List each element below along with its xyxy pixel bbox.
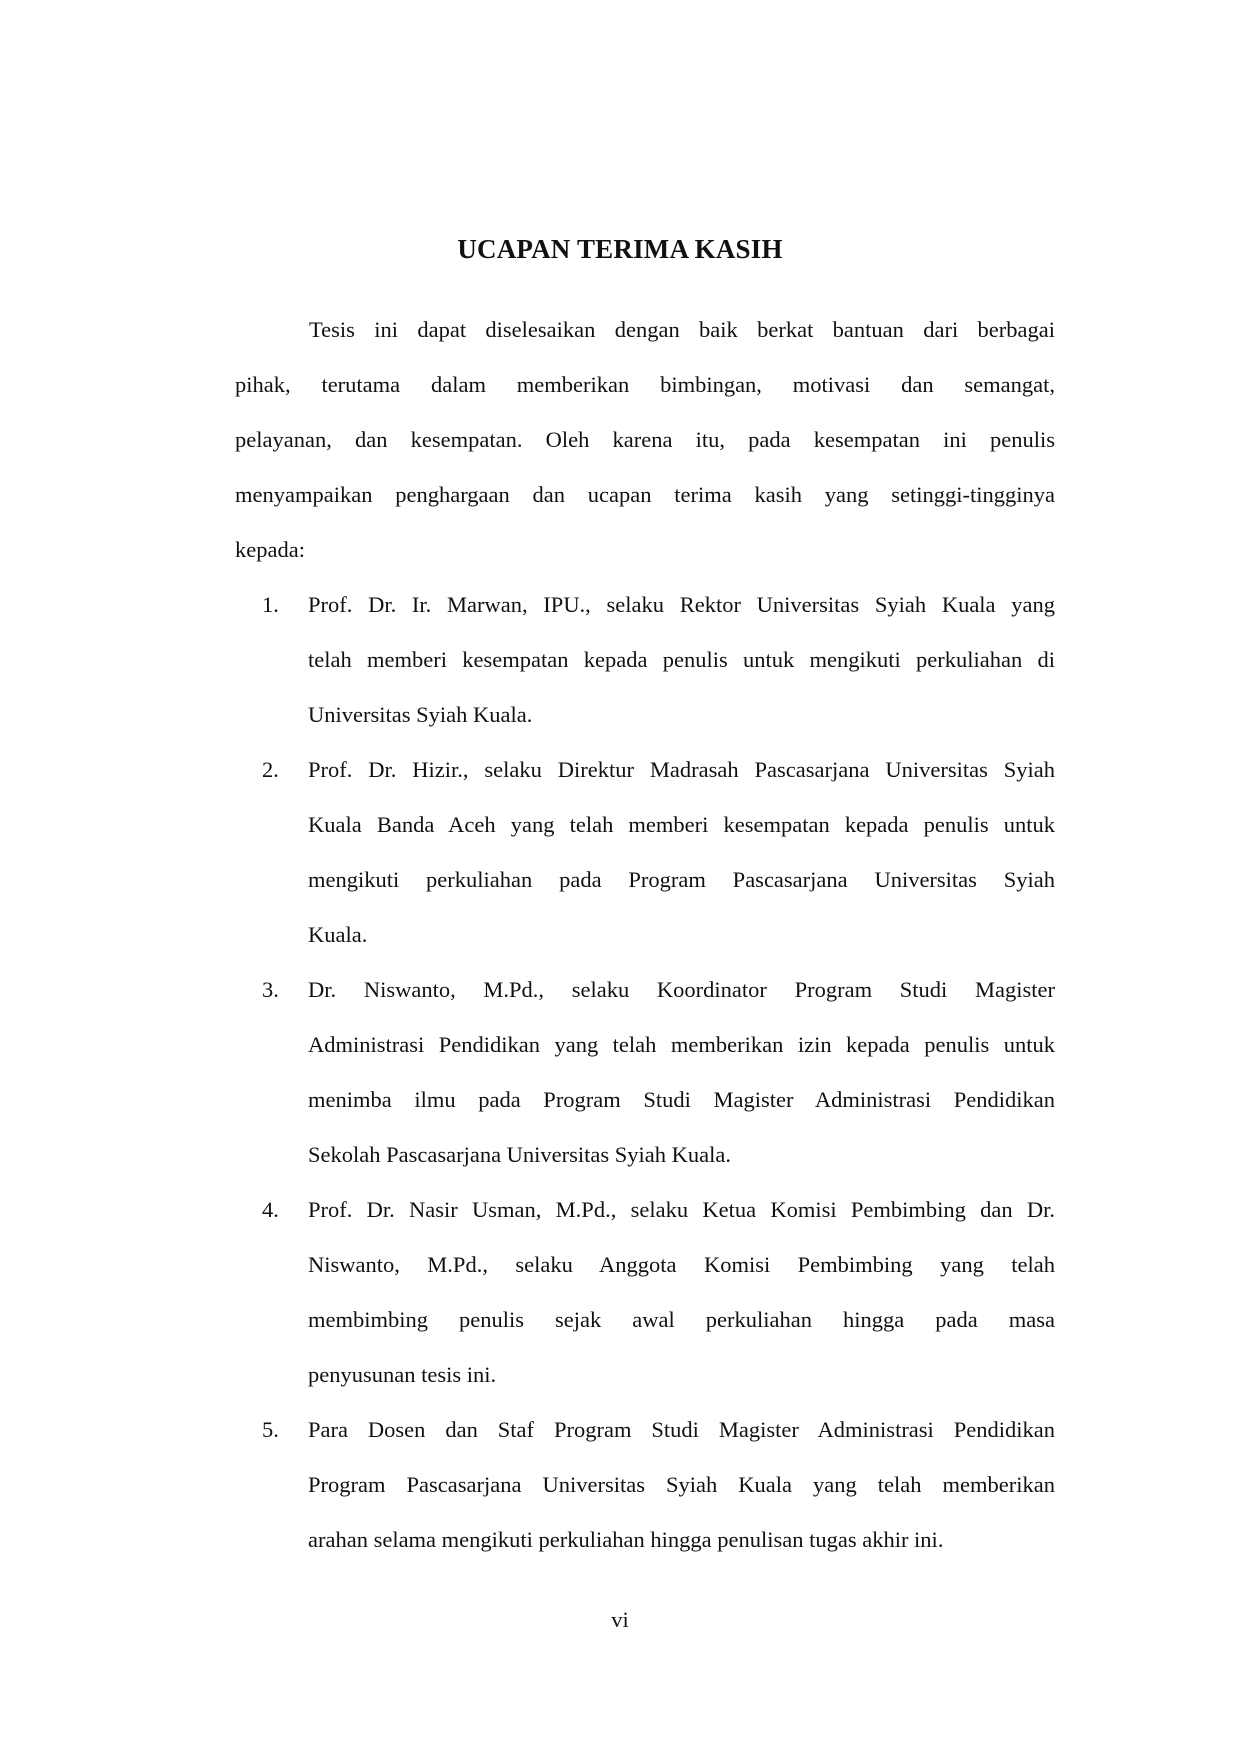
list-item-number: 1. bbox=[262, 592, 279, 617]
intro-line: kepada: bbox=[235, 537, 305, 562]
list-item-line: Prof. Dr. Nasir Usman, M.Pd., selaku Ketua Komisi Pembimbing dan Dr. bbox=[308, 1197, 1055, 1222]
list-item-line: Administrasi Pendidikan yang telah memberikan izin kepada penulis untuk bbox=[308, 1032, 1055, 1057]
list-item-line: Niswanto, M.Pd., selaku Anggota Komisi Pembimbing yang telah bbox=[308, 1252, 1055, 1277]
list-item-line: Kuala. bbox=[308, 922, 368, 947]
list-item-line: Program Pascasarjana Universitas Syiah Kuala yang telah memberikan bbox=[308, 1472, 1055, 1497]
list-item-number: 3. bbox=[262, 977, 279, 1002]
list-item-line: Prof. Dr. Ir. Marwan, IPU., selaku Rektor Universitas Syiah Kuala yang bbox=[308, 592, 1055, 617]
list-item-line: Para Dosen dan Staf Program Studi Magister Administrasi Pendidikan bbox=[308, 1417, 1055, 1442]
page-title: UCAPAN TERIMA KASIH bbox=[457, 234, 783, 264]
list-item-line: menimba ilmu pada Program Studi Magister Administrasi Pendidikan bbox=[308, 1087, 1055, 1112]
list-item-number: 4. bbox=[262, 1197, 279, 1222]
list-item-line: Dr. Niswanto, M.Pd., selaku Koordinator Program Studi Magister bbox=[308, 977, 1055, 1002]
intro-line: Tesis ini dapat diselesaikan dengan baik berkat bantuan dari berbagai bbox=[309, 317, 1055, 342]
list-item-line: arahan selama mengikuti perkuliahan hingga penulisan tugas akhir ini. bbox=[308, 1527, 944, 1552]
list-item-number: 5. bbox=[262, 1417, 279, 1442]
list-item-line: Sekolah Pascasarjana Universitas Syiah Kuala. bbox=[308, 1142, 732, 1167]
intro-line: pihak, terutama dalam memberikan bimbingan, motivasi dan semangat, bbox=[235, 372, 1055, 397]
list-item-line: mengikuti perkuliahan pada Program Pascasarjana Universitas Syiah bbox=[308, 867, 1055, 892]
list-item-line: membimbing penulis sejak awal perkuliahan hingga pada masa bbox=[308, 1307, 1055, 1332]
list-item-line: Prof. Dr. Hizir., selaku Direktur Madrasah Pascasarjana Universitas Syiah bbox=[308, 757, 1055, 782]
page-number: vi bbox=[611, 1607, 629, 1632]
list-item-line: penyusunan tesis ini. bbox=[308, 1362, 497, 1387]
list-item-number: 2. bbox=[262, 757, 279, 782]
list-item-line: telah memberi kesempatan kepada penulis untuk mengikuti perkuliahan di bbox=[308, 647, 1055, 672]
intro-line: menyampaikan penghargaan dan ucapan terima kasih yang setinggi-tingginya bbox=[235, 482, 1055, 507]
list-item-line: Universitas Syiah Kuala. bbox=[308, 702, 533, 727]
list-item-line: Kuala Banda Aceh yang telah memberi kesempatan kepada penulis untuk bbox=[308, 812, 1055, 837]
intro-line: pelayanan, dan kesempatan. Oleh karena itu, pada kesempatan ini penulis bbox=[235, 427, 1055, 452]
